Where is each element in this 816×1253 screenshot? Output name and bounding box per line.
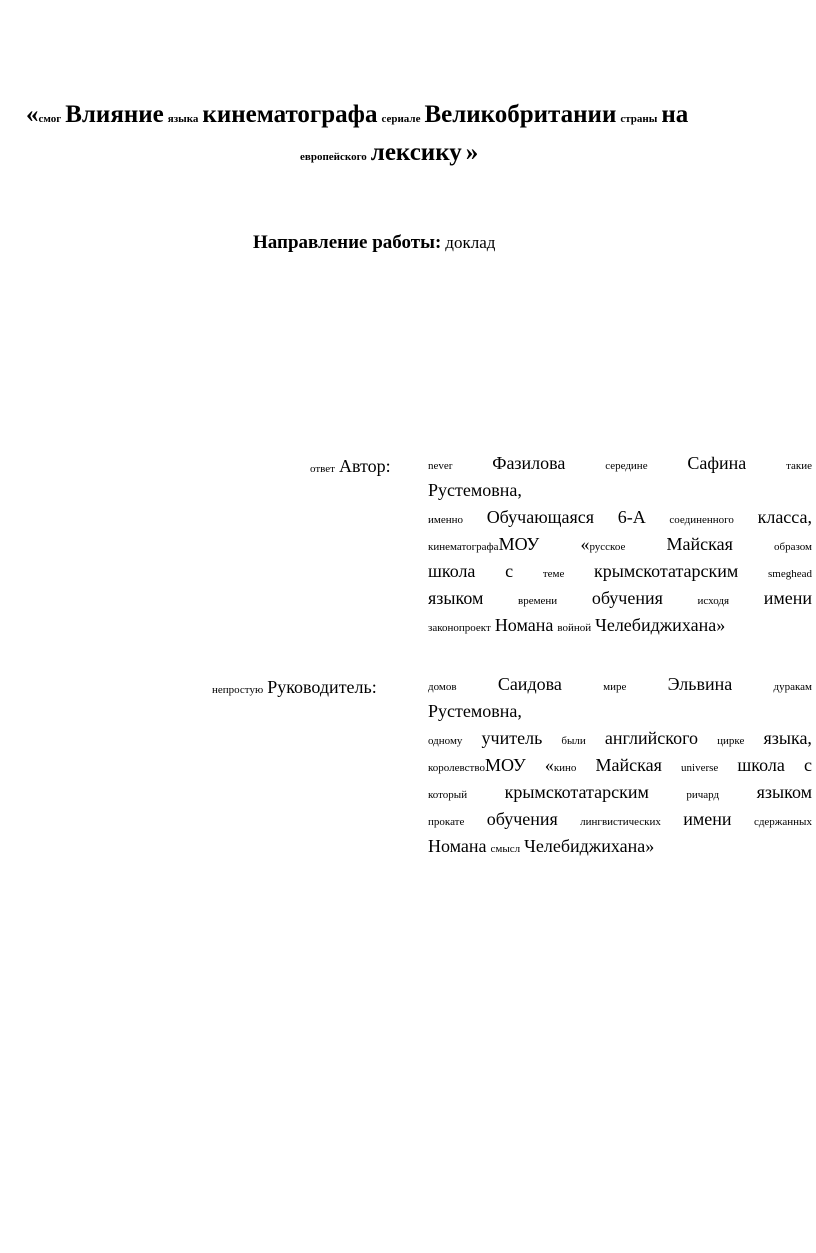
supervisor-word: английского [604, 728, 698, 748]
author-line [428, 588, 812, 615]
supervisor-line [428, 674, 812, 701]
author-line [428, 534, 812, 561]
supervisor-word: прокате [428, 816, 465, 828]
author-word: обучения [591, 588, 663, 608]
supervisor-word: школа [737, 755, 785, 775]
supervisor-word: смысл [490, 843, 521, 855]
author-label-text: Автор: [338, 456, 391, 476]
author-word: соединенного [669, 514, 734, 526]
author-word: законопроект [428, 622, 491, 634]
author-word: never [428, 460, 453, 472]
supervisor-word: цирке [717, 735, 745, 747]
supervisor-word: Рустемовна, [428, 701, 522, 721]
author-word: Фазилова [492, 453, 566, 473]
author-word: школа [428, 561, 476, 581]
supervisor-word: Эльвина [667, 674, 733, 694]
supervisor-word: домов [428, 681, 457, 693]
author-word: Сафина [687, 453, 747, 473]
supervisor-line [428, 701, 812, 728]
supervisor-line [428, 809, 812, 836]
title-word: кинематографа [202, 101, 378, 128]
supervisor-word: « [544, 755, 554, 775]
author-label [310, 456, 391, 477]
author-word: войной [557, 622, 592, 634]
supervisor-line [428, 782, 812, 809]
supervisor-block [428, 674, 812, 863]
supervisor-word: крымскотатарским [504, 782, 649, 802]
supervisor-word: кино [553, 762, 577, 774]
title-word: Влияние [65, 101, 164, 128]
supervisor-word: который [428, 789, 468, 801]
supervisor-word: королевство [428, 762, 485, 774]
supervisor-word: языком [756, 782, 812, 802]
author-word: Майская [666, 534, 733, 554]
supervisor-word: Челебиджихана» [524, 836, 655, 856]
author-line [428, 507, 812, 534]
supervisor-word: одному [428, 735, 463, 747]
author-word: крымскотатарским [594, 561, 739, 581]
author-line [428, 615, 812, 642]
supervisor-word: дуракам [773, 681, 812, 693]
direction-label: Направление работы: [253, 232, 442, 253]
title-line-1 [26, 100, 796, 134]
author-line [428, 453, 812, 480]
author-word: Рустемовна, [428, 480, 522, 500]
supervisor-line [428, 836, 812, 863]
author-word: кинематографа [428, 541, 499, 553]
supervisor-line [428, 755, 812, 782]
supervisor-word: мире [603, 681, 627, 693]
author-line [428, 561, 812, 588]
author-word: образом [773, 541, 812, 553]
supervisor-label-text: Руководитель: [267, 677, 377, 697]
title-open-quote: « [26, 101, 39, 128]
author-word: smeghead [768, 568, 812, 580]
title-word: языка [167, 113, 199, 125]
author-block [428, 453, 812, 642]
author-word: имени [763, 588, 812, 608]
title-word: смог [38, 113, 62, 125]
supervisor-word: были [561, 735, 586, 747]
title-line-2 [300, 138, 478, 172]
title-word: европейского [300, 151, 367, 163]
author-word: времени [518, 595, 558, 607]
author-word: исходя [697, 595, 730, 607]
supervisor-word: Саидова [497, 674, 562, 694]
supervisor-word: имени [683, 809, 732, 829]
supervisor-word: universe [681, 762, 719, 774]
supervisor-line [428, 728, 812, 755]
supervisor-word: учитель [481, 728, 543, 748]
supervisor-word: Номана [428, 836, 487, 856]
supervisor-word: сдержанных [753, 816, 812, 828]
author-word: языком [428, 588, 484, 608]
title-word: лексику [370, 139, 462, 166]
author-word: 6-А [617, 507, 646, 527]
supervisor-word: ричард [686, 789, 720, 801]
title-word: на [661, 101, 689, 128]
supervisor-word: Майская [595, 755, 662, 775]
author-word: Номана [494, 615, 554, 635]
author-word: Челебиджихана» [595, 615, 726, 635]
author-word: именно [428, 514, 464, 526]
author-word: МОУ [498, 534, 540, 554]
author-word: середине [605, 460, 648, 472]
supervisor-word: обучения [486, 809, 558, 829]
author-word: теме [542, 568, 565, 580]
author-word: « [580, 534, 590, 554]
supervisor-prefix: непростую [212, 684, 264, 696]
author-word: такие [786, 460, 812, 472]
author-word: с [505, 561, 514, 581]
title-word: сериале [381, 113, 421, 125]
author-word: русское [589, 541, 626, 553]
supervisor-word: языка, [763, 728, 812, 748]
title-word: страны [620, 113, 658, 125]
supervisor-word: с [803, 755, 812, 775]
supervisor-label [212, 677, 377, 698]
author-prefix: ответ [310, 463, 335, 475]
title-word: Великобритании [424, 101, 617, 128]
author-line [428, 480, 812, 507]
direction-value: доклад [445, 233, 496, 252]
work-direction [253, 232, 495, 254]
author-word: Обучающаяся [486, 507, 595, 527]
title-close-quote: » [465, 139, 479, 166]
supervisor-word: лингвистических [580, 816, 661, 828]
supervisor-word: МОУ [484, 755, 526, 775]
author-word: класса, [757, 507, 812, 527]
